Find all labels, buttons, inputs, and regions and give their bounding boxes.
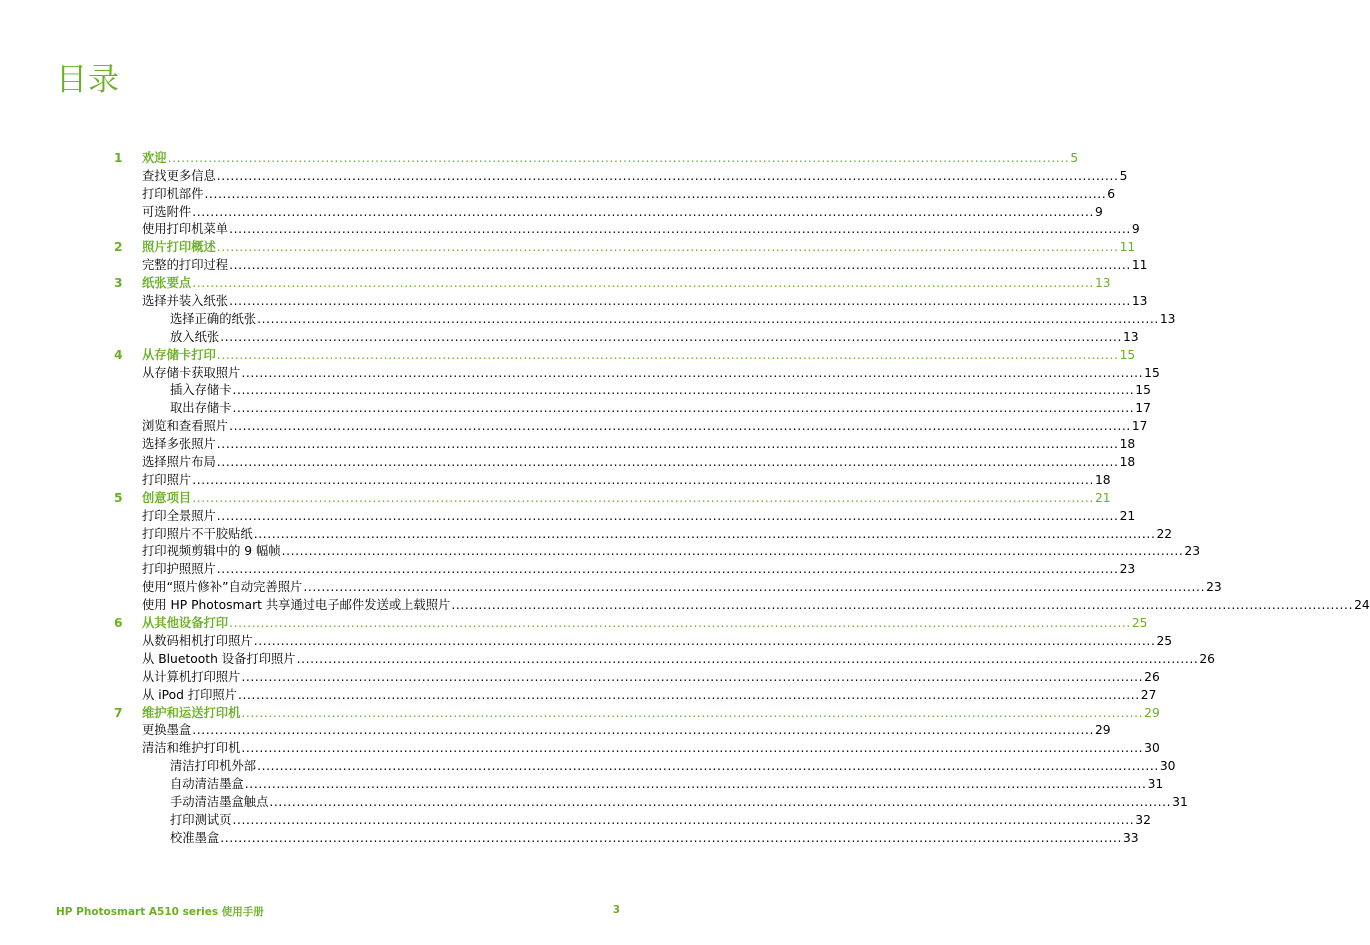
toc-dot-leader: ........................................................................................................................................................................................................ [192, 723, 1094, 738]
toc-dot-leader: ........................................................................................................................................................................................................ [232, 401, 1135, 416]
toc-entry-title: 从存储卡打印 [142, 347, 216, 362]
toc-dot-leader: ........................................................................................................................................................................................................ [192, 204, 1094, 219]
toc-entry-title: 维护和运送打印机 [142, 705, 241, 720]
toc-dot-leader: ........................................................................................................................................................................................................ [220, 830, 1122, 845]
toc-entry-page: 15 [1119, 347, 1136, 362]
toc-entry-title: 打印护照照片 [142, 562, 216, 577]
toc-entry-title: 手动清洁墨盒触点 [170, 794, 269, 809]
toc-entry-title: 从 Bluetooth 设备打印照片 [142, 651, 296, 666]
toc-entry-page: 29 [1144, 705, 1160, 720]
toc-entry-title: 校准墨盒 [170, 830, 220, 845]
toc-entry-title: 完整的打印过程 [142, 258, 229, 273]
toc-entry-page: 13 [1094, 276, 1111, 291]
toc-dot-leader: ........................................................................................................................................................................................................ [451, 598, 1354, 613]
toc-entry-title: 打印视频剪辑中的 9 幅帧 [142, 544, 281, 559]
toc-entry[interactable] [114, 541, 1201, 559]
toc-entry-page: 21 [1119, 508, 1136, 523]
toc-entry[interactable] [114, 308, 1176, 326]
toc-dot-leader: ........................................................................................................................................................................................................ [216, 347, 1119, 362]
toc-entry-title: 打印照片 [142, 472, 192, 487]
toc-entry-title: 清洁打印机外部 [170, 759, 257, 774]
toc-dot-leader: ........................................................................................................................................................................................................ [216, 168, 1119, 183]
toc-entry-page: 5 [1119, 168, 1128, 183]
toc-entry-page: 6 [1107, 186, 1116, 201]
toc-entry[interactable] [114, 809, 1151, 827]
toc-dot-leader: ........................................................................................................................................................................................................ [244, 777, 1147, 792]
toc-chapter-entry[interactable] [114, 236, 1136, 255]
footer-page-number: 3 [612, 904, 620, 916]
toc-entry[interactable] [114, 183, 1116, 201]
toc-dot-leader: ........................................................................................................................................................................................................ [296, 651, 1199, 666]
toc-entry[interactable] [114, 558, 1136, 577]
toc-entry-title: 选择正确的纸张 [170, 311, 257, 326]
toc-dot-leader: ........................................................................................................................................................................................................ [229, 258, 1131, 273]
toc-entry-title: 打印机部件 [142, 186, 204, 201]
toc-entry[interactable] [114, 380, 1151, 398]
toc-entry[interactable] [114, 773, 1164, 792]
toc-entry-title: 创意项目 [142, 490, 192, 505]
toc-dot-leader: ........................................................................................................................................................................................................ [192, 490, 1094, 505]
toc-entry-page: 17 [1131, 419, 1148, 434]
toc-entry-page: 31 [1172, 794, 1188, 809]
toc-entry-page: 26 [1144, 669, 1160, 684]
toc-entry[interactable] [114, 397, 1151, 416]
toc-dot-leader: ........................................................................................................................................................................................................ [216, 455, 1119, 470]
toc-entry-page: 9 [1094, 204, 1103, 219]
toc-entry[interactable] [114, 791, 1188, 809]
toc-dot-leader: ........................................................................................................................................................................................................ [192, 472, 1094, 487]
toc-dot-leader: ........................................................................................................................................................................................................ [241, 705, 1144, 720]
toc-entry-title: 放入纸张 [170, 329, 220, 344]
toc-dot-leader: ........................................................................................................................................................................................................ [241, 365, 1144, 380]
toc-entry-title: 照片打印概述 [142, 240, 216, 255]
toc-entry-page: 33 [1122, 830, 1139, 845]
toc-chapter-entry[interactable] [114, 612, 1148, 631]
toc-entry-title: 使用打印机菜单 [142, 222, 229, 237]
toc-entry[interactable] [114, 505, 1136, 523]
toc-entry[interactable] [114, 433, 1136, 452]
toc-entry[interactable] [114, 219, 1140, 237]
toc-entry-title: 查找更多信息 [142, 168, 216, 183]
toc-entry-number: 1 [114, 150, 123, 165]
toc-dot-leader: ........................................................................................................................................................................................................ [253, 633, 1156, 648]
toc-entry-page: 23 [1184, 544, 1201, 559]
toc-entry[interactable] [114, 576, 1222, 595]
toc-dot-leader: ........................................................................................................................................................................................................ [220, 329, 1122, 344]
toc-entry-page: 22 [1156, 526, 1173, 541]
toc-entry-title: 打印照片不干胶贴纸 [142, 526, 253, 541]
toc-chapter-entry[interactable] [114, 272, 1111, 291]
toc-entry-page: 23 [1206, 580, 1222, 595]
toc-entry[interactable] [114, 469, 1111, 487]
toc-chapter-entry[interactable] [114, 147, 1079, 165]
footer-manual-title: HP Photosmart A510 series 使用手册 [56, 906, 264, 918]
toc-entry-title: 选择多张照片 [142, 437, 216, 452]
toc-entry-page: 11 [1119, 240, 1136, 255]
toc-entry-page: 17 [1135, 401, 1151, 416]
toc-entry-title: 浏览和查看照片 [142, 419, 229, 434]
toc-entry[interactable] [114, 720, 1111, 738]
toc-entry[interactable] [114, 201, 1103, 219]
toc-entry[interactable] [114, 254, 1148, 273]
toc-entry[interactable] [114, 165, 1128, 183]
toc-dot-leader: ........................................................................................................................................................................................................ [232, 383, 1135, 398]
toc-dot-leader: ........................................................................................................................................................................................................ [229, 616, 1131, 631]
toc-entry-page: 31 [1147, 777, 1164, 792]
toc-dot-leader: ........................................................................................................................................................................................................ [281, 544, 1184, 559]
toc-entry[interactable] [114, 737, 1160, 756]
toc-entry-page: 18 [1119, 437, 1136, 452]
toc-entry[interactable] [114, 594, 1370, 613]
toc-dot-leader: ........................................................................................................................................................................................................ [216, 240, 1119, 255]
toc-entry-title: 可选附件 [142, 204, 192, 219]
toc-entry-page: 18 [1094, 472, 1111, 487]
toc-entry-page: 21 [1094, 490, 1111, 505]
toc-entry-title: 从计算机打印照片 [142, 669, 241, 684]
toc-dot-leader: ........................................................................................................................................................................................................ [241, 741, 1144, 756]
toc-entry[interactable] [114, 362, 1160, 380]
toc-entry-page: 18 [1119, 455, 1136, 470]
toc-entry[interactable] [114, 290, 1148, 309]
toc-entry-title: 打印全景照片 [142, 508, 216, 523]
toc-dot-leader: ........................................................................................................................................................................................................ [229, 222, 1131, 237]
page-title: 目录 [56, 62, 120, 98]
toc-entry-number: 7 [114, 705, 123, 720]
toc-entry-page: 27 [1140, 687, 1157, 702]
toc-entry-title: 使用 HP Photosmart 共享通过电子邮件发送或上载照片 [142, 598, 451, 613]
table-of-contents [114, 147, 1370, 845]
toc-entry-page: 26 [1199, 651, 1216, 666]
toc-entry[interactable] [114, 648, 1216, 666]
toc-chapter-entry[interactable] [114, 702, 1160, 720]
toc-entry-title: 取出存储卡 [170, 401, 232, 416]
toc-entry-page: 11 [1131, 258, 1148, 273]
toc-entry[interactable] [114, 326, 1139, 344]
toc-entry-page: 25 [1131, 616, 1148, 631]
toc-entry-title: 从存储卡获取照片 [142, 365, 241, 380]
toc-entry-title: 清洁和维护打印机 [142, 741, 241, 756]
toc-entry-title: 自动清洁墨盒 [170, 777, 244, 792]
toc-entry-title: 更换墨盒 [142, 723, 192, 738]
toc-entry[interactable] [114, 827, 1139, 845]
toc-dot-leader: ........................................................................................................................................................................................................ [253, 526, 1156, 541]
toc-dot-leader: ........................................................................................................................................................................................................ [241, 669, 1144, 684]
toc-entry-title: 打印测试页 [170, 812, 232, 827]
toc-entry-page: 23 [1119, 562, 1136, 577]
toc-dot-leader: ........................................................................................................................................................................................................ [232, 812, 1135, 827]
toc-entry[interactable] [114, 666, 1160, 684]
toc-dot-leader: ........................................................................................................................................................................................................ [269, 794, 1172, 809]
toc-entry-title: 纸张要点 [142, 276, 192, 291]
toc-dot-leader: ........................................................................................................................................................................................................ [204, 186, 1107, 201]
toc-dot-leader: ........................................................................................................................................................................................................ [167, 150, 1070, 165]
toc-entry-page: 9 [1131, 222, 1140, 237]
toc-entry-title: 从其他设备打印 [142, 616, 229, 631]
toc-dot-leader: ........................................................................................................................................................................................................ [216, 437, 1119, 452]
toc-entry-title: 选择照片布局 [142, 455, 216, 470]
toc-entry-page: 24 [1354, 598, 1370, 613]
toc-dot-leader: ........................................................................................................................................................................................................ [216, 562, 1119, 577]
toc-dot-leader: ........................................................................................................................................................................................................ [238, 687, 1140, 702]
toc-entry-number: 4 [114, 347, 123, 362]
toc-entry-title: 从数码相机打印照片 [142, 633, 253, 648]
toc-dot-leader: ........................................................................................................................................................................................................ [257, 311, 1159, 326]
toc-entry-title: 从 iPod 打印照片 [142, 687, 238, 702]
toc-entry-page: 13 [1159, 311, 1176, 326]
toc-entry-page: 13 [1122, 329, 1139, 344]
toc-entry[interactable] [114, 755, 1176, 774]
toc-dot-leader: ........................................................................................................................................................................................................ [216, 508, 1119, 523]
toc-entry-page: 29 [1094, 723, 1111, 738]
toc-entry-title: 选择并装入纸张 [142, 294, 229, 309]
toc-chapter-entry[interactable] [114, 344, 1136, 362]
toc-entry-number: 5 [114, 490, 123, 505]
toc-entry-page: 30 [1144, 741, 1160, 756]
toc-entry-page: 25 [1156, 633, 1173, 648]
toc-entry-page: 30 [1159, 759, 1176, 774]
toc-dot-leader: ........................................................................................................................................................................................................ [192, 276, 1094, 291]
toc-entry-page: 15 [1135, 383, 1151, 398]
toc-entry-title: 欢迎 [142, 150, 167, 165]
toc-dot-leader: ........................................................................................................................................................................................................ [229, 419, 1131, 434]
toc-entry[interactable] [114, 415, 1148, 434]
toc-entry[interactable] [114, 684, 1157, 702]
toc-entry[interactable] [114, 630, 1173, 648]
toc-entry-title: 插入存储卡 [170, 383, 232, 398]
toc-dot-leader: ........................................................................................................................................................................................................ [303, 580, 1206, 595]
toc-chapter-entry[interactable] [114, 487, 1111, 505]
toc-dot-leader: ........................................................................................................................................................................................................ [257, 759, 1159, 774]
toc-entry-number: 6 [114, 616, 123, 631]
toc-entry-page: 5 [1070, 150, 1079, 165]
toc-entry-number: 3 [114, 276, 123, 291]
toc-entry-number: 2 [114, 240, 123, 255]
toc-entry-page: 15 [1144, 365, 1160, 380]
toc-entry-page: 32 [1135, 812, 1151, 827]
toc-entry[interactable] [114, 451, 1136, 470]
toc-entry[interactable] [114, 523, 1173, 541]
toc-dot-leader: ........................................................................................................................................................................................................ [229, 294, 1131, 309]
toc-entry-title: 使用“照片修补”自动完善照片 [142, 580, 303, 595]
toc-entry-page: 13 [1131, 294, 1148, 309]
